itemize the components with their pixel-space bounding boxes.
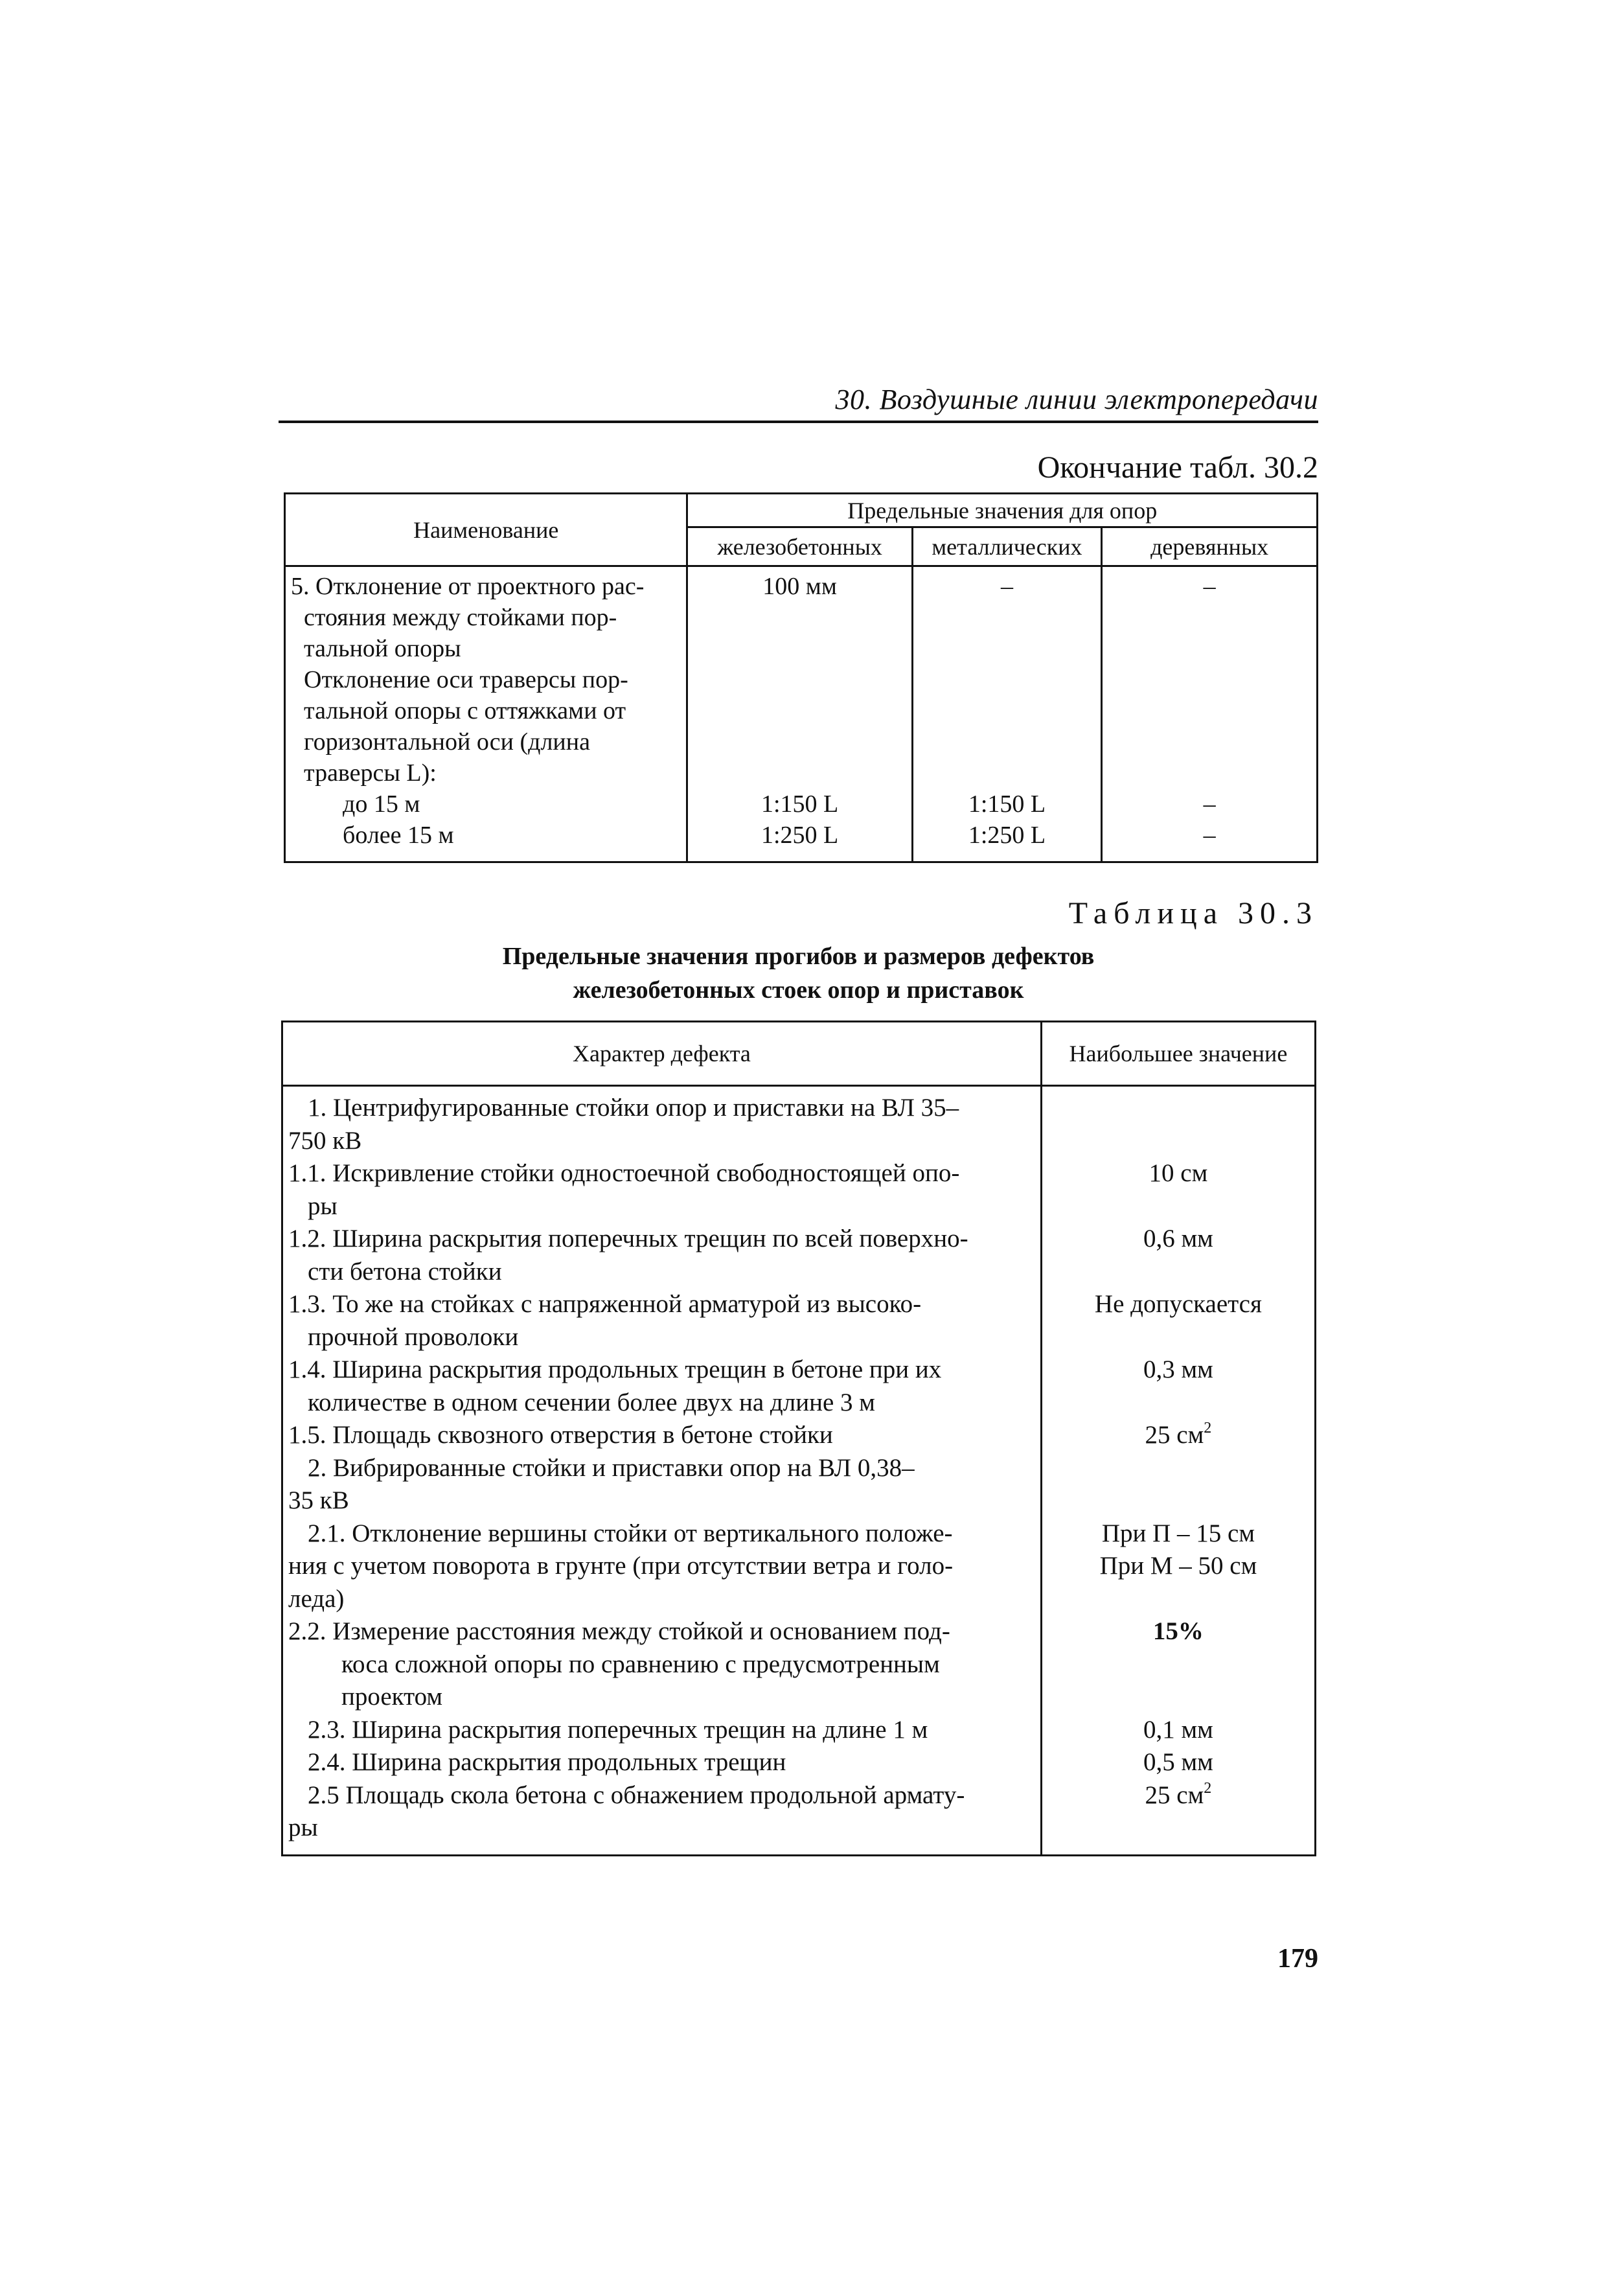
- values-reinforced-concrete: [687, 566, 912, 862]
- value-cell: –: [1203, 573, 1216, 600]
- defect-line: ры: [288, 1814, 318, 1841]
- value-cell: 100 мм: [762, 573, 837, 600]
- table-30-2: [284, 492, 1318, 863]
- defect-line: 1. Центрифугированные стойки опор и приставки на ВЛ 35–: [308, 1094, 959, 1122]
- value-line: [1042, 1484, 1314, 1517]
- values-metal: [912, 566, 1102, 862]
- defect-line: количестве в одном сечении более двух на длине 3 м: [308, 1388, 875, 1416]
- value-cell: 1:250 L: [968, 822, 1046, 849]
- area-exponent: 2: [1204, 1779, 1212, 1797]
- defect-line: 1.3. То же на стойках с напряженной арматурой из высоко-: [288, 1290, 922, 1318]
- name-line: траверсы L):: [304, 759, 437, 787]
- value-line: При П – 15 см: [1101, 1519, 1255, 1547]
- table-title-line: Предельные значения прогибов и размеров дефектов: [502, 943, 1095, 970]
- name-line: горизонтальной оси (длина: [304, 728, 590, 756]
- defect-line: 2.3. Ширина раскрытия поперечных трещин на длине 1 м: [308, 1715, 928, 1744]
- value-line: [1042, 1256, 1314, 1289]
- value-line: [1042, 1583, 1314, 1616]
- value-text: 25 см: [1145, 1781, 1204, 1809]
- header-col-reinforced-concrete: железобетонных: [687, 527, 912, 566]
- value-cell: 1:150 L: [761, 790, 839, 818]
- defect-line: коса сложной опоры по сравнению с предусмотренным: [341, 1650, 940, 1678]
- defect-line: 1.1. Искривление стойки одностоечной свободностоящей опо-: [288, 1159, 960, 1187]
- value-line-area: [1042, 1779, 1314, 1812]
- value-line: [1042, 1092, 1314, 1125]
- defect-line: 750 кВ: [288, 1126, 362, 1155]
- value-line: [1042, 1387, 1314, 1420]
- table-30-3: [281, 1021, 1316, 1856]
- header-name: Наименование: [285, 494, 687, 566]
- defect-line: 1.2. Ширина раскрытия поперечных трещин по всей поверхно-: [288, 1225, 968, 1252]
- table-30-3-label: Таблица 30.3: [1068, 896, 1318, 930]
- value-line: 0,3 мм: [1143, 1355, 1213, 1383]
- defect-column: [282, 1086, 1042, 1856]
- name-line: стояния между стойками пор-: [304, 604, 617, 631]
- name-line: 5. Отклонение от проектного рас-: [291, 573, 645, 600]
- value-text: 25 см: [1145, 1421, 1204, 1449]
- running-header: [279, 379, 1318, 423]
- value-line: 0,1 мм: [1143, 1715, 1213, 1744]
- value-line: [1042, 1452, 1314, 1485]
- area-exponent: 2: [1204, 1420, 1212, 1436]
- defect-line: 2. Вибрированные стойки и приставки опор на ВЛ 0,38–: [308, 1453, 915, 1482]
- values-wooden: [1102, 566, 1318, 862]
- value-line: [1042, 1125, 1314, 1158]
- value-line: Не допускается: [1094, 1290, 1262, 1318]
- name-cell: [285, 566, 687, 862]
- value-cell: –: [1000, 573, 1013, 600]
- name-line: более 15 м: [343, 822, 454, 849]
- value-line: 10 см: [1149, 1159, 1208, 1187]
- value-line: [1042, 1812, 1314, 1845]
- value-line: [1042, 1190, 1314, 1223]
- defect-line: 2.4. Ширина раскрытия продольных трещин: [308, 1748, 786, 1776]
- defect-line: 1.5. Площадь сквозного отверстия в бетоне стойки: [288, 1421, 833, 1449]
- value-cell: 1:150 L: [968, 790, 1046, 818]
- defect-line: ния с учетом поворота в грунте (при отсутствии ветра и голо-: [288, 1552, 954, 1580]
- value-cell: –: [1203, 790, 1216, 818]
- name-line: тальной опоры: [304, 635, 461, 662]
- defect-line: 2.5 Площадь скола бетона с обнажением продольной армату-: [308, 1781, 965, 1809]
- value-line: При М – 50 см: [1099, 1552, 1257, 1580]
- name-line: Отклонение оси траверсы пор-: [304, 666, 628, 693]
- defect-line: 35 кВ: [288, 1486, 349, 1514]
- value-line-area: [1042, 1419, 1314, 1452]
- defect-line: прочной проволоки: [308, 1322, 519, 1351]
- header-col-metal: металлических: [912, 527, 1102, 566]
- defect-line: ры: [308, 1192, 337, 1220]
- value-line: 15%: [1152, 1617, 1204, 1645]
- defect-line: сти бетона стойки: [308, 1257, 502, 1286]
- value-line: [1042, 1681, 1314, 1714]
- defect-line: леда): [288, 1584, 345, 1613]
- header-col-wooden: деревянных: [1102, 527, 1318, 566]
- header-group: Предельные значения для опор: [687, 494, 1318, 527]
- header-defect: Характер дефекта: [282, 1022, 1042, 1086]
- running-header-text: 30. Воздушные линии электропередачи: [835, 384, 1318, 415]
- value-cell: –: [1203, 822, 1216, 849]
- defect-line: 2.1. Отклонение вершины стойки от вертикального положе-: [308, 1519, 953, 1547]
- defect-line: 1.4. Ширина раскрытия продольных трещин в бетоне при их: [288, 1355, 942, 1383]
- value-line: 0,6 мм: [1143, 1225, 1213, 1252]
- value-line: [1042, 1321, 1314, 1354]
- value-line: 0,5 мм: [1143, 1748, 1213, 1776]
- table-30-3-title: [279, 940, 1318, 1007]
- name-line: до 15 м: [343, 790, 420, 818]
- name-line: тальной опоры с оттяжками от: [304, 697, 626, 724]
- defect-line: 2.2. Измерение расстояния между стойкой и основанием под-: [288, 1617, 950, 1645]
- table-title-line: железобетонных стоек опор и приставок: [573, 976, 1024, 1004]
- page-number: 179: [1277, 1944, 1318, 1974]
- table-30-2-caption: Окончание табл. 30.2: [1037, 450, 1318, 485]
- value-cell: 1:250 L: [761, 822, 839, 849]
- value-line: [1042, 1648, 1314, 1681]
- value-column: [1041, 1086, 1315, 1856]
- defect-line: проектом: [341, 1683, 443, 1711]
- header-max-value: Наибольшее значение: [1041, 1022, 1315, 1086]
